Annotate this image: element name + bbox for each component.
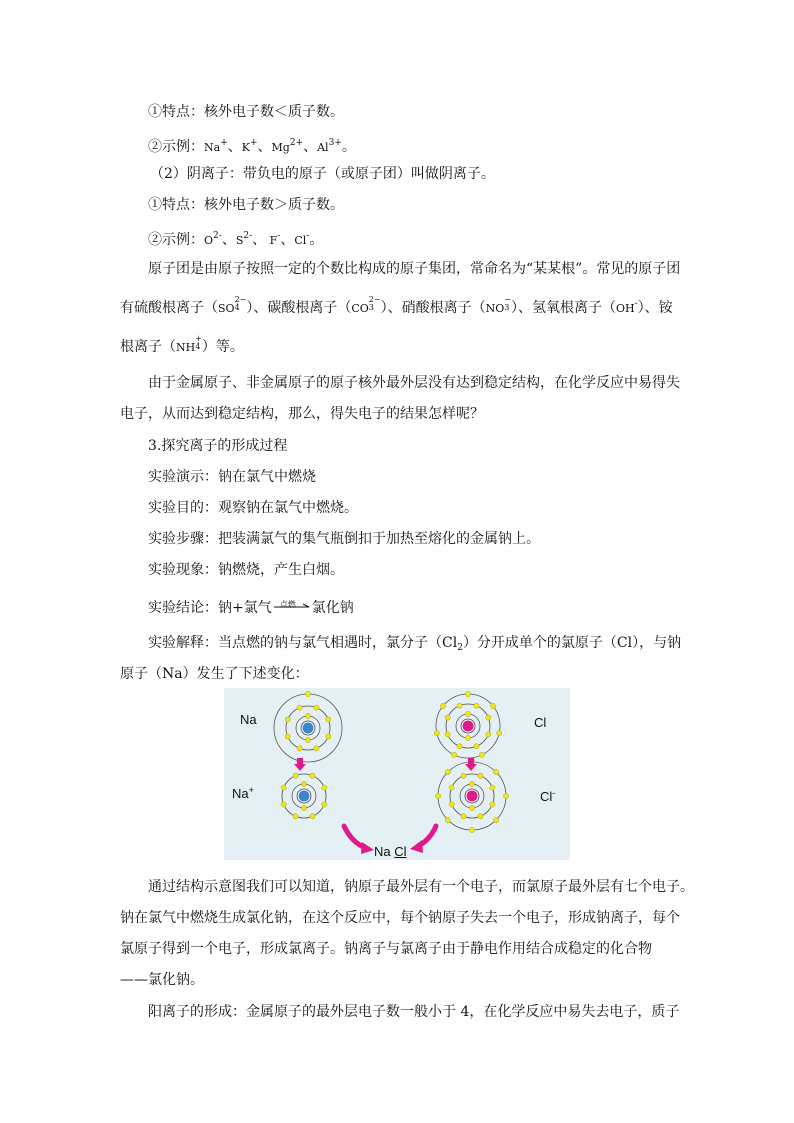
na-down-arrow-head (294, 764, 306, 771)
nacl-product-label: Na Cl (374, 844, 407, 859)
na-ion-electron (301, 781, 306, 786)
na-atom-electron (305, 691, 310, 696)
cation-formation: 阳离子的形成：金属原子的最外层电子数一般小于 4，在化学反应中易失去电子，质子 (148, 1004, 680, 1020)
experiment-steps: 实验步骤：把装满氯气的集气瓶倒扣于加热至熔化的金属钠上。 (148, 531, 540, 547)
experiment-phenomenon: 实验现象：钠燃烧，产生白烟。 (148, 562, 344, 578)
na-atom-nucleus (303, 723, 314, 734)
experiment-explanation-2: 原子（Na）发生了下述变化： (120, 666, 309, 682)
cl-ion-electron (435, 793, 440, 798)
anion-feature: ①特点：核外电子数＞质子数。 (148, 197, 344, 213)
cl-ion-nucleus (467, 791, 478, 802)
cl-atom-electron (497, 731, 502, 736)
cl-ion-electron (445, 769, 450, 774)
cl-ion-electron (490, 785, 495, 790)
cl-atom-electron (457, 703, 462, 708)
na-ion-electron (281, 785, 286, 790)
anion-definition: （2）阴离子：带负电的原子（或原子团）叫做阴离子。 (150, 166, 495, 182)
cl-atom-electron (457, 744, 462, 749)
cl-ion-electron (461, 814, 466, 819)
cl-atom-electron (445, 715, 450, 720)
paragraph-electron: 由于金属原子、非金属原子的原子核外最外层没有达到稳定结构，在化学反应中易得失 (148, 375, 680, 391)
na-atom-electron (305, 737, 310, 742)
cl-ion-electron (493, 769, 498, 774)
cl-ion-electron (449, 802, 454, 807)
cl-down-arrow-shaft (468, 758, 474, 764)
cl-atom-electron (434, 731, 439, 736)
na-down-arrow-shaft (297, 758, 303, 764)
cl-atom-electron (486, 715, 491, 720)
cl-ion-label: Cl- (540, 788, 556, 804)
cl-ion-electron (490, 802, 495, 807)
na-curve-arrowhead (361, 842, 374, 854)
cl-atom-label: Cl (534, 715, 547, 730)
cl-ion-electron (469, 781, 474, 786)
na-ion-electron (301, 805, 306, 810)
cl-atom-electron (452, 752, 457, 757)
cl-ion-electron (493, 817, 498, 822)
cl-atom-electron (465, 691, 470, 696)
na-ion-electron (310, 773, 315, 778)
cl-ion-electron (461, 773, 466, 778)
cl-atom-electron (440, 703, 445, 708)
na-atom-electron (285, 717, 290, 722)
atom-diagram-svg (224, 688, 570, 860)
cl-atom-nucleus (463, 721, 474, 732)
cl-atom-electron (474, 744, 479, 749)
cl-atom-electron (465, 735, 470, 740)
na-atom-electron (314, 705, 319, 710)
experiment-purpose: 实验目的：观察钠在氯气中燃烧。 (148, 500, 358, 516)
cl-atom-electron (474, 703, 479, 708)
na-atom-electron (326, 717, 331, 722)
ammonium-index: + 4 (195, 334, 202, 351)
cl-atom-electron (479, 752, 484, 757)
na-atom-electron (326, 734, 331, 739)
conclusion-paragraph-2: 钠在氯气中燃烧生成氯化钠，在这个反应中，每个钠原子失去一个电子，形成钠离子，每个 (120, 910, 680, 926)
cl-ion-electron (445, 817, 450, 822)
cation-feature: ①特点：核外电子数＜质子数。 (148, 104, 344, 120)
na-atom-electron (305, 713, 310, 718)
conclusion-paragraph-4: ——氯化钠。 (120, 972, 204, 988)
experiment-conclusion: 实验结论：钠+氯气 点燃 氯化钠 (148, 596, 354, 618)
radical-intro: 原子团是由原子按照一定的个数比构成的原子集团，常命名为“某某根”。常见的原子团 (148, 261, 681, 277)
cl-down-arrow-head (465, 764, 477, 771)
cl-atom-electron (490, 703, 495, 708)
na-ion-electron (322, 785, 327, 790)
na-ion-electron (322, 802, 327, 807)
anion-examples: ②示例：$O^{2-}$、$S^{2-}$、 F-、Cl-。 (148, 231, 324, 248)
carbonate-index: 2− 3 (368, 295, 381, 312)
ion-formation-diagram (224, 688, 570, 860)
na-ion-electron (293, 773, 298, 778)
reaction-arrow: 点燃 (272, 596, 312, 616)
cl-curve-arrowhead (410, 840, 423, 853)
cation-examples: ②示例：Na+、K+、$Mg^{2+}$、$Al^{3+}$。 (148, 138, 356, 155)
conclusion-paragraph-3: 氯原子得到一个电子，形成氯离子。钠离子与氯离子由于静电作用结合成稳定的化合物 (120, 941, 652, 957)
conclusion-paragraph: 通过结构示意图我们可以知道，钠原子最外层有一个电子，而氯原子最外层有七个电子。 (148, 879, 694, 895)
paragraph-electron-2: 电子，从而达到稳定结构，那么，得失电子的结果怎样呢？ (120, 406, 484, 422)
na-atom-label: Na (240, 712, 257, 727)
sulfate-index: 2− 4 (234, 295, 247, 312)
na-ion-electron (310, 814, 315, 819)
section-heading: 3.探究离子的形成过程 (148, 438, 288, 454)
cl-atom-electron (465, 711, 470, 716)
cl-ion-electron (478, 773, 483, 778)
cl-ion-electron (478, 814, 483, 819)
na-ion-electron (281, 802, 286, 807)
na-atom-electron (297, 705, 302, 710)
na-ion-electron (293, 814, 298, 819)
na-atom-electron (314, 746, 319, 751)
experiment-demo: 实验演示：钠在氯气中燃烧 (148, 469, 316, 485)
cl-ion-electron (503, 793, 508, 798)
na-ion-nucleus (299, 791, 310, 802)
nitrate-index: − 3 (504, 295, 511, 312)
na-ion-label: Na+ (232, 785, 254, 801)
cl-ion-electron (449, 785, 454, 790)
cl-ion-electron (469, 805, 474, 810)
na-atom-electron (297, 746, 302, 751)
radical-list-end: 根离子（NH+ 4 ）等。 (120, 334, 244, 355)
cl-atom-electron (486, 732, 491, 737)
experiment-explanation: 实验解释：当点燃的钠与氯气相遇时，氯分子$(Cl_2)$分开成单个的氯原子（Cl），与钠 (148, 635, 682, 653)
cl-ion-electron (469, 827, 474, 832)
cl-atom-electron (445, 732, 450, 737)
na-atom-electron (285, 734, 290, 739)
radical-list: 有硫酸根离子（SO2− 4 ）、碳酸根离子（CO2− 3 ）、硝酸根离子（NO− 3 ）、氢氧根离子（OH-）、铵 (120, 295, 673, 316)
